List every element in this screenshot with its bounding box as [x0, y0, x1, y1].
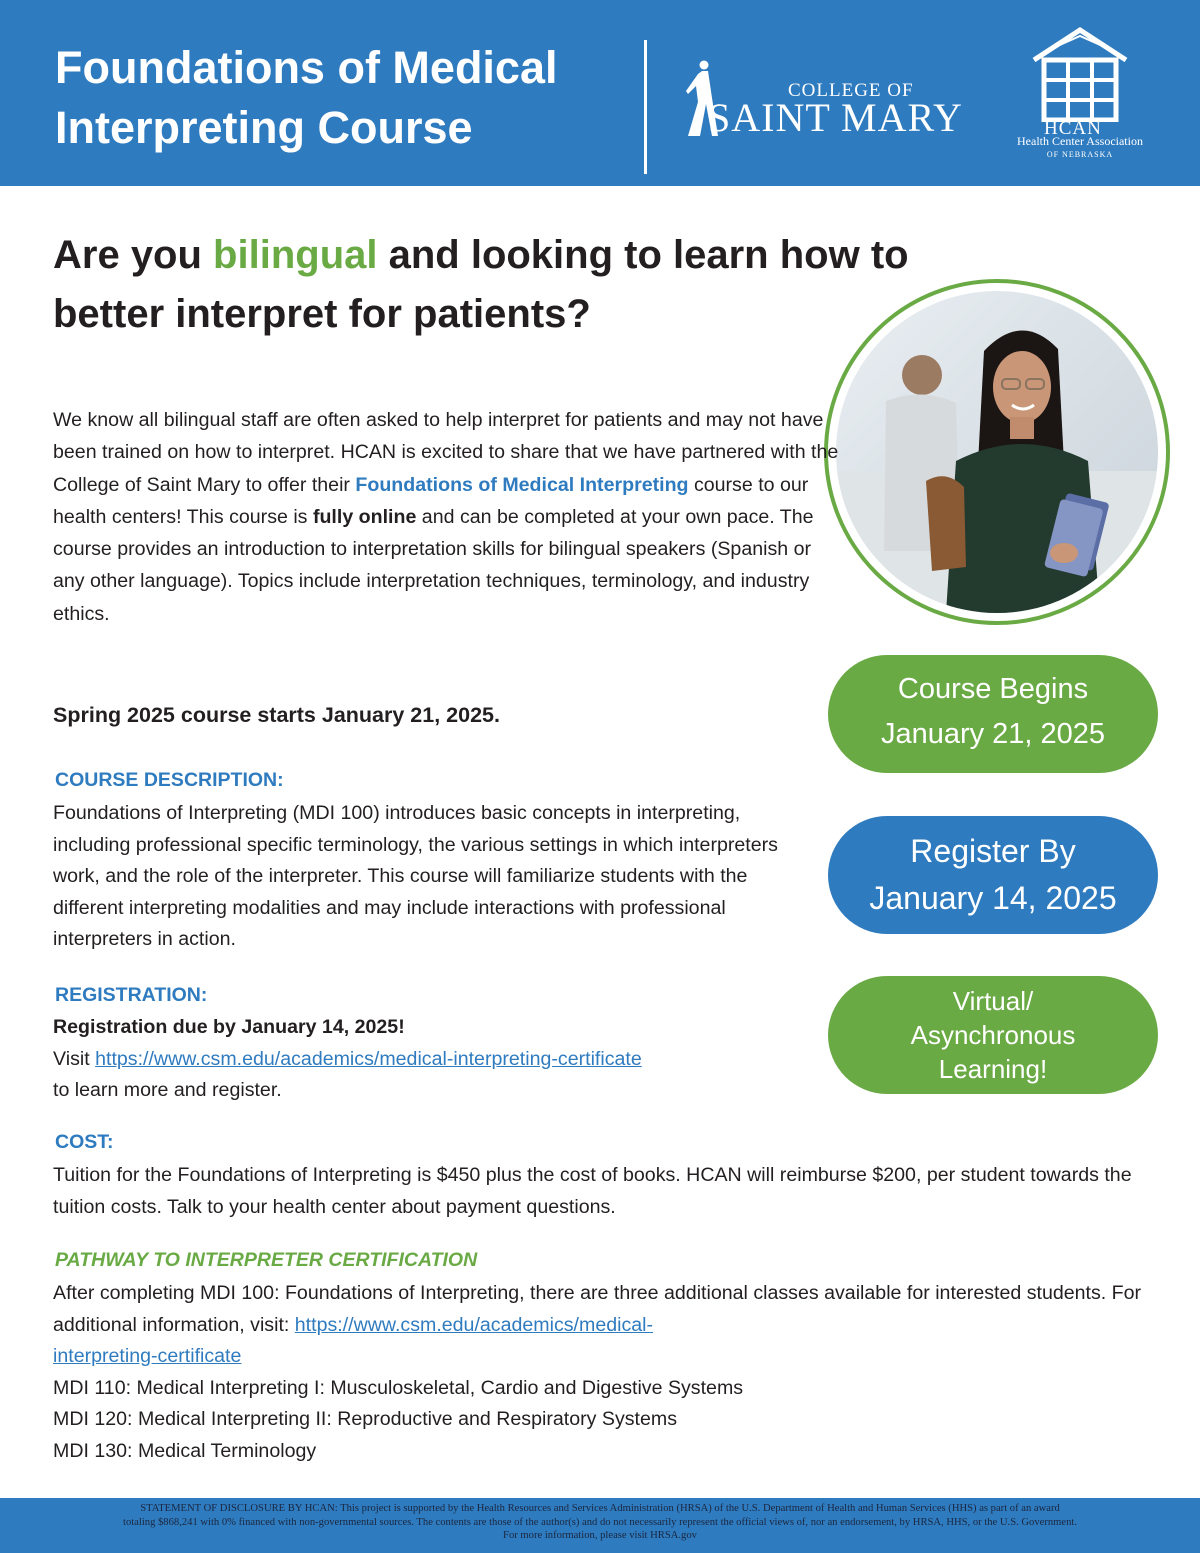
- title-line-1: Foundations of Medical: [55, 42, 558, 93]
- virtual-line-2: Asynchronous: [910, 1020, 1076, 1050]
- registration-text: [53, 1012, 813, 1107]
- headline-part-1: Are you: [53, 233, 214, 277]
- registration-link[interactable]: https://www.csm.edu/academics/medical-interpreting-certificate: [95, 1047, 642, 1070]
- course-begins-date: January 21, 2025: [880, 718, 1106, 750]
- csm-logo-line-1: COLLEGE OF: [788, 80, 914, 101]
- intro-text-3: and can be completed at your own pace. The course provides an introduction to interpretation skills for bilingual speakers (Spanish or any other language). Topics include interpretation techniques, terminology, and industry ethics.: [53, 505, 814, 625]
- cost-heading: COST:: [55, 1131, 114, 1153]
- register-by-pill: [828, 816, 1158, 934]
- register-by-label: Register By: [910, 833, 1076, 869]
- hcan-logo: [1000, 22, 1160, 172]
- disclosure-footer: [0, 1498, 1200, 1553]
- registration-visit: Visit: [53, 1047, 96, 1070]
- pathway-course-130: MDI 130: Medical Terminology: [53, 1439, 317, 1462]
- disclosure-line-3: For more information, please visit HRSA.gov: [503, 1530, 697, 1541]
- headline-highlight: bilingual: [213, 233, 378, 277]
- disclosure-line-1: STATEMENT OF DISCLOSURE BY HCAN: This project is supported by the Health Resources and Services Administration (HRSA) of the U.S. Department of Health and Human Services (HHS) as part of an award: [140, 1503, 1060, 1514]
- registration-heading: REGISTRATION:: [55, 984, 208, 1006]
- pathway-link-part-2: interpreting-certificate: [53, 1345, 242, 1367]
- pathway-text: [53, 1278, 1143, 1467]
- title-line-2: Interpreting Course: [55, 102, 473, 153]
- college-of-saint-mary-logo: [682, 58, 982, 148]
- pathway-link-part-1: https://www.csm.edu/academics/medical-: [294, 1313, 654, 1336]
- hcan-logo-subtitle: Health Center Association: [1017, 134, 1143, 148]
- pathway-course-120: MDI 120: Medical Interpreting II: Reproductive and Respiratory Systems: [53, 1408, 678, 1430]
- register-by-date: January 14, 2025: [869, 880, 1117, 916]
- course-begins-label: Course Begins: [897, 673, 1089, 705]
- headline: [53, 226, 923, 344]
- virtual-line-1: Virtual/: [952, 986, 1034, 1016]
- student-photo: [836, 291, 1158, 613]
- header-divider: [644, 40, 647, 174]
- pathway-intro: After completing MDI 100: Foundations of Interpreting, there are three additional classes available for interested students. For additional information, visit:: [53, 1282, 1142, 1336]
- cost-text: Tuition for the Foundations of Interpreting is $450 plus the cost of books. HCAN will reimburse $200, per student towards the tuition costs. Talk to your health center about payment questions.: [53, 1164, 1132, 1218]
- virtual-line-3: Learning!: [938, 1054, 1048, 1084]
- course-description-text: Foundations of Interpreting (MDI 100) introduces basic concepts in interpreting, including professional specific terminology, the various settings in which interpreters work, and the role of the interpreter. This course will familiarize students with the different interpreting modalities and may include interactions with professional interpreters in action.: [53, 802, 778, 950]
- header-banner: [0, 0, 1200, 186]
- intro-text-1: We know all bilingual staff are often asked to help interpret for patients and may not have been trained on how to interpret. HCAN is excited to share that we have partnered with the College of Saint Mary to offer their: [53, 409, 839, 496]
- pathway-heading: PATHWAY TO INTERPRETER CERTIFICATION: [55, 1249, 478, 1271]
- course-begins-pill: [828, 655, 1158, 773]
- intro-paragraph: [53, 404, 843, 630]
- course-start-line: Spring 2025 course starts January 21, 2025.: [53, 703, 500, 727]
- registration-due: Registration due by January 14, 2025!: [53, 1016, 405, 1038]
- course-description-heading: COURSE DESCRIPTION:: [55, 769, 284, 791]
- registration-after: to learn more and register.: [53, 1079, 282, 1101]
- intro-fully-online: fully online: [312, 505, 417, 528]
- page-title: [55, 38, 645, 158]
- intro-course-name: Foundations of Medical Interpreting: [355, 473, 689, 496]
- hcan-logo-name: HCAN: [1044, 118, 1102, 139]
- house-icon: [1030, 26, 1130, 122]
- headline-part-2: and looking to learn how to better interpret for patients?: [53, 233, 909, 336]
- csm-logo-line-2: SAINT MARY: [708, 95, 963, 140]
- pathway-course-110: MDI 110: Medical Interpreting I: Musculoskeletal, Cardio and Digestive Systems: [53, 1376, 744, 1399]
- intro-text-2: course to our health centers! This course is: [53, 473, 809, 528]
- disclosure-line-2: totaling $868,241 with 0% financed with non-governmental sources. The contents are those of the author(s) and do not necessarily represent the official views of, nor an endorsement, by HRSA, HHS, or the U.S. Government.: [123, 1516, 1077, 1528]
- student-illustration: [836, 291, 1158, 613]
- hcan-logo-state: OF NEBRASKA: [1046, 150, 1114, 159]
- virtual-learning-pill: [828, 976, 1158, 1094]
